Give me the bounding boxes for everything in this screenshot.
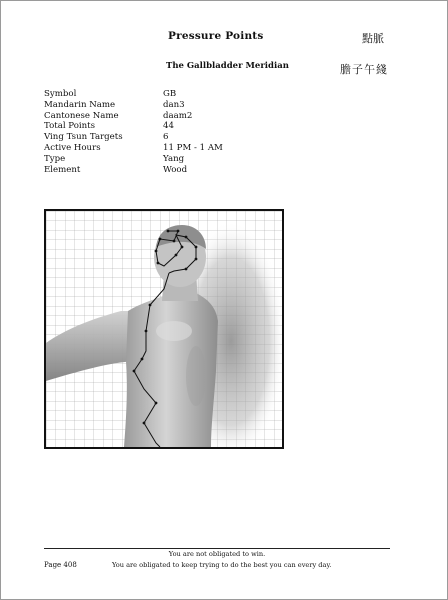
info-row-targets	[44, 132, 223, 143]
info-row-mandarin	[44, 100, 223, 111]
info-value: Wood	[163, 164, 188, 175]
chinese-title: 點脈	[362, 32, 384, 45]
page-number: Page 408	[44, 561, 77, 569]
meridian-illustration	[46, 211, 282, 447]
info-key: Active Hours	[44, 142, 101, 153]
chinese-subtitle: 膽子午綫	[340, 63, 388, 76]
footer-rule	[44, 548, 390, 549]
page-title: Pressure Points	[168, 30, 264, 42]
info-row-cantonese	[44, 111, 223, 122]
info-value: 6	[163, 132, 169, 143]
chest-highlight	[156, 321, 192, 341]
info-key: Type	[44, 153, 66, 164]
info-row-total-points	[44, 121, 223, 132]
info-value: 11 PM - 1 AM	[163, 142, 223, 153]
info-key: Element	[44, 164, 81, 175]
side-shade	[186, 346, 206, 406]
info-key: Symbol	[44, 89, 77, 99]
info-row-element	[44, 165, 223, 176]
info-value: dan3	[163, 99, 185, 110]
info-row-type	[44, 154, 223, 165]
meridian-subtitle: The Gallbladder Meridian	[166, 61, 289, 71]
info-key: Cantonese Name	[44, 110, 119, 121]
info-row-active-hours	[44, 143, 223, 154]
meridian-figure	[44, 209, 284, 449]
info-key: Total Points	[44, 121, 96, 132]
info-value: Yang	[163, 153, 185, 164]
info-row-symbol	[44, 89, 223, 100]
meridian-info-table	[44, 89, 223, 175]
info-key: Mandarin Name	[44, 99, 116, 110]
info-value: GB	[163, 89, 177, 99]
info-key: Ving Tsun Targets	[44, 132, 123, 143]
info-value: daam2	[163, 110, 193, 121]
footer-quote-line2: You are obligated to keep trying to do the best you can every day.	[112, 561, 332, 569]
info-value: 44	[163, 121, 174, 132]
footer-quote-line1: You are not obligated to win.	[168, 550, 266, 558]
